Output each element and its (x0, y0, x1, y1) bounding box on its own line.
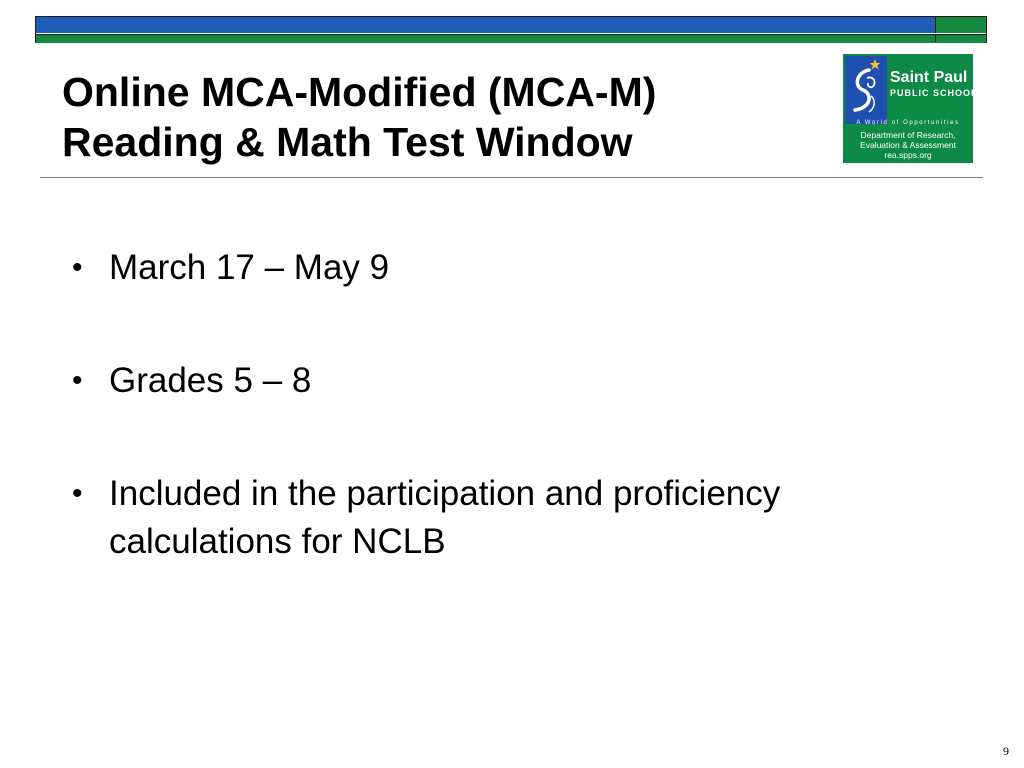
logo-department (845, 130, 971, 160)
school-logo (843, 54, 985, 163)
logo-name: Saint Paul (890, 69, 968, 86)
logo-emblem-icon (845, 56, 887, 124)
bullet-glyph: • (72, 251, 83, 284)
bullet-list (72, 244, 952, 566)
slide-title-line-1: Online MCA-Modified (MCA-M) (62, 69, 657, 115)
logo-dept-line: Department of Research, (860, 130, 956, 140)
header-color-band (35, 16, 987, 43)
bullet-text: Grades 5 – 8 (109, 361, 312, 400)
bullet-item (72, 357, 952, 405)
bullet-text: Included in the participation and proficiency calculations for NCLB (109, 474, 781, 561)
logo-dept-line: Evaluation & Assessment (860, 140, 956, 150)
page-number: 9 (1003, 744, 1009, 758)
slide-title (62, 67, 822, 167)
header-band-blue (36, 17, 936, 33)
logo-tagline: A World of Opportunities (856, 120, 960, 126)
bullet-glyph: • (72, 364, 83, 397)
header-band-green-stripe (36, 34, 986, 43)
bullet-text: March 17 – May 9 (109, 248, 390, 287)
header-band-green-square (936, 17, 986, 33)
bullet-item (72, 244, 952, 292)
bullet-glyph: • (72, 477, 83, 510)
title-divider (40, 177, 983, 178)
header-band-divider (935, 34, 936, 42)
bullet-item (72, 470, 952, 566)
logo-dept-url: rea.spps.org (884, 150, 932, 160)
logo-subname: PUBLIC SCHOOLS (890, 88, 985, 98)
slide-title-line-2: Reading & Math Test Window (62, 119, 633, 165)
